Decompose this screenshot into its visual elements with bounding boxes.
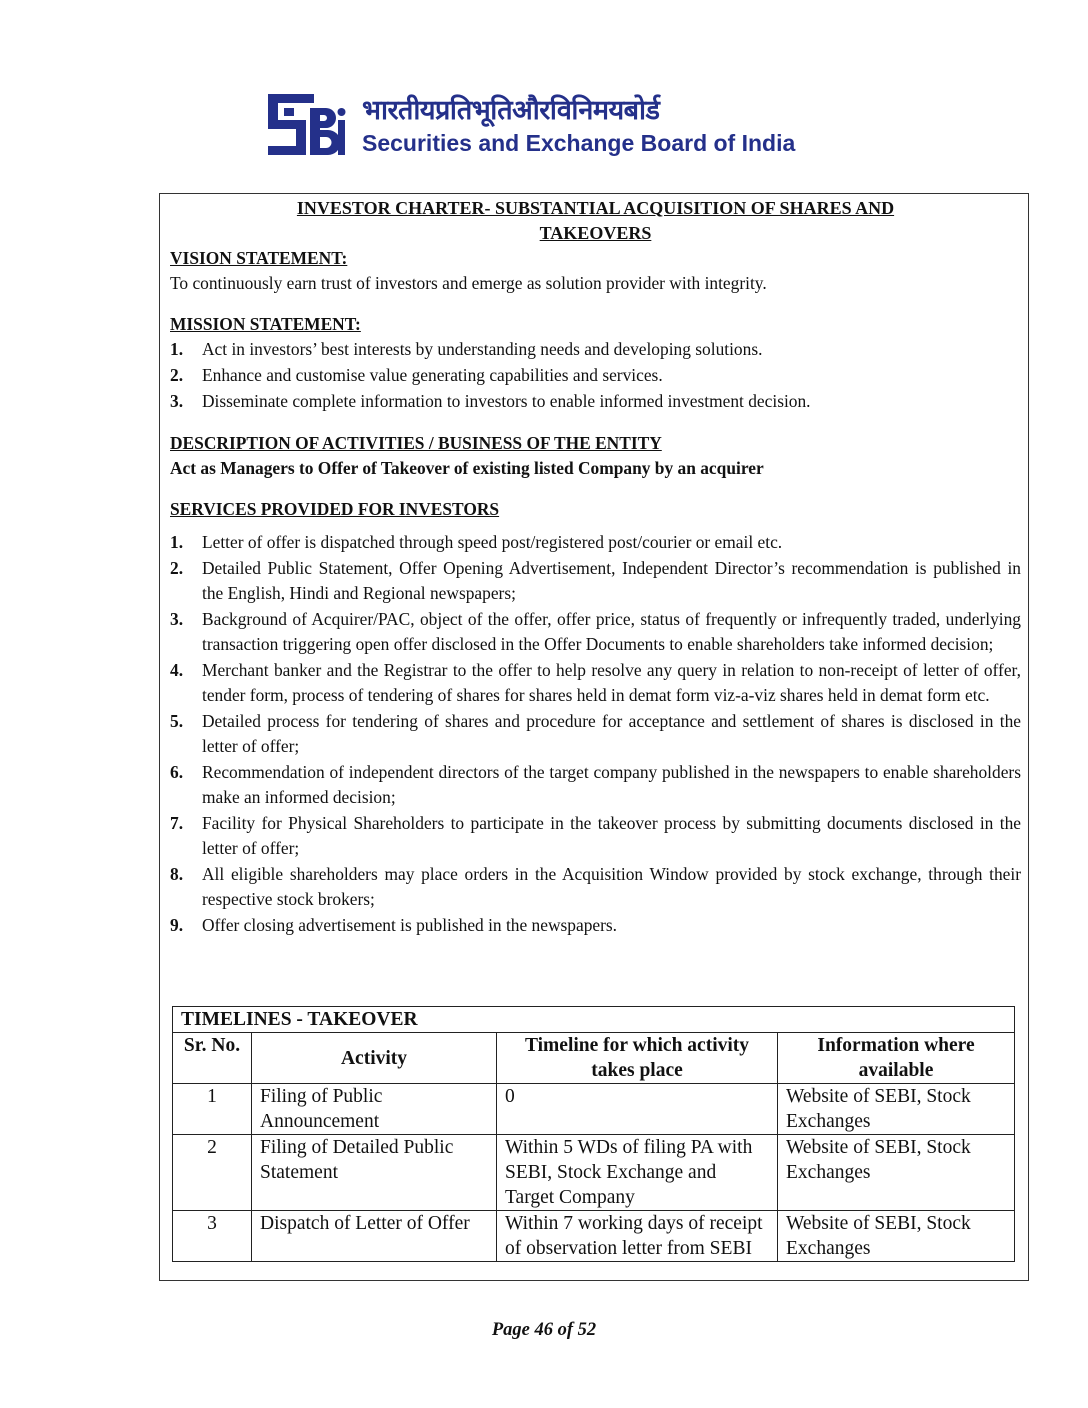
item-text: Detailed Public Statement, Offer Opening Advertisement, Independent Director’s recommendation is published in the English, Hindi and Regional newspapers; bbox=[202, 558, 1021, 603]
list-item bbox=[170, 530, 1021, 555]
item-text: Detailed process for tendering of shares and procedure for acceptance and settlement of shares is disclosed in the letter of offer; bbox=[202, 711, 1021, 756]
table-cell: Website of SEBI, Stock Exchanges bbox=[778, 1084, 1015, 1135]
table-cell: Website of SEBI, Stock Exchanges bbox=[778, 1211, 1015, 1262]
list-item bbox=[170, 658, 1021, 708]
list-item bbox=[170, 556, 1021, 606]
page-header bbox=[266, 90, 846, 162]
table-row bbox=[173, 1135, 1015, 1211]
item-text: Act in investors’ best interests by understanding needs and developing solutions. bbox=[202, 339, 763, 359]
item-number: 1. bbox=[170, 339, 184, 359]
item-text: Disseminate complete information to investors to enable informed investment decision. bbox=[202, 391, 811, 411]
table-cell: Within 5 WDs of filing PA with SEBI, Stock Exchange and Target Company bbox=[497, 1135, 778, 1211]
table-cell: Filing of Detailed Public Statement bbox=[252, 1135, 497, 1211]
column-header: Activity bbox=[252, 1033, 497, 1084]
item-number: 7. bbox=[170, 813, 184, 833]
table-row bbox=[173, 1084, 1015, 1135]
table-cell: 0 bbox=[497, 1084, 778, 1135]
mission-heading: MISSION STATEMENT: bbox=[170, 314, 361, 334]
table-header-row bbox=[173, 1033, 1015, 1084]
services-heading: SERVICES PROVIDED FOR INVESTORS bbox=[170, 499, 500, 519]
item-text: Enhance and customise value generating capabilities and services. bbox=[202, 365, 663, 385]
table-cell: Within 7 working days of receipt of observation letter from SEBI bbox=[497, 1211, 778, 1262]
services-list bbox=[170, 530, 1021, 938]
item-number: 4. bbox=[170, 660, 184, 680]
description-heading: DESCRIPTION OF ACTIVITIES / BUSINESS OF THE ENTITY bbox=[170, 433, 662, 453]
charter-frame bbox=[159, 193, 1029, 1281]
org-name-english: Securities and Exchange Board of India bbox=[362, 130, 796, 156]
list-item bbox=[170, 862, 1021, 912]
item-text: Recommendation of independent directors of the target company published in the newspapers to enable shareholders make an informed decision; bbox=[202, 762, 1021, 807]
list-item bbox=[170, 389, 1021, 414]
column-header: Timeline for which activity takes place bbox=[497, 1033, 778, 1084]
page-number: Page 46 of 52 bbox=[491, 1320, 597, 1340]
table-caption: TIMELINES - TAKEOVER bbox=[173, 1007, 1015, 1033]
sebi-logo-icon bbox=[266, 92, 348, 158]
vision-text: To continuously earn trust of investors and emerge as solution provider with integrity. bbox=[170, 273, 767, 293]
table-cell: 2 bbox=[173, 1135, 252, 1211]
table-caption-row bbox=[173, 1007, 1015, 1033]
item-number: 3. bbox=[170, 391, 184, 411]
list-item bbox=[170, 607, 1021, 657]
item-number: 2. bbox=[170, 558, 184, 578]
item-text: Offer closing advertisement is published in the newspapers. bbox=[202, 915, 618, 935]
item-number: 2. bbox=[170, 365, 184, 385]
item-text: Background of Acquirer/PAC, object of the offer, offer price, status of frequently or infrequently traded, underlying transaction triggering open offer disclosed in the Offer Documents to enable shareholders take informed decision; bbox=[202, 609, 1021, 654]
table-cell: 3 bbox=[173, 1211, 252, 1262]
list-item bbox=[170, 811, 1021, 861]
list-item bbox=[170, 760, 1021, 810]
mission-list bbox=[170, 337, 1021, 414]
table-cell: 1 bbox=[173, 1084, 252, 1135]
item-text: Letter of offer is dispatched through speed post/registered post/courier or email etc. bbox=[202, 532, 783, 552]
list-item bbox=[170, 363, 1021, 388]
column-header: Information where available bbox=[778, 1033, 1015, 1084]
table-cell: Website of SEBI, Stock Exchanges bbox=[778, 1135, 1015, 1211]
list-item bbox=[170, 337, 1021, 362]
item-number: 1. bbox=[170, 532, 184, 552]
org-name-hindi: भारतीयप्रतिभूतिऔरविनिमयबोर्ड bbox=[362, 95, 660, 126]
column-header: Sr. No. bbox=[173, 1033, 252, 1084]
item-number: 8. bbox=[170, 864, 184, 884]
item-number: 6. bbox=[170, 762, 184, 782]
vision-heading: VISION STATEMENT: bbox=[170, 248, 348, 268]
table-cell: Filing of Public Announcement bbox=[252, 1084, 497, 1135]
item-text: All eligible shareholders may place orders in the Acquisition Window provided by stock exchange, through their respective stock brokers; bbox=[202, 864, 1021, 909]
timelines-table bbox=[172, 1006, 1015, 1262]
table-cell: Dispatch of Letter of Offer bbox=[252, 1211, 497, 1262]
list-item bbox=[170, 709, 1021, 759]
charter-content bbox=[170, 196, 1021, 939]
item-number: 5. bbox=[170, 711, 184, 731]
page-title: INVESTOR CHARTER- SUBSTANTIAL ACQUISITION OF SHARES AND TAKEOVERS bbox=[296, 198, 895, 243]
item-text: Facility for Physical Shareholders to participate in the takeover process by submitting documents disclosed in the letter of offer; bbox=[202, 813, 1021, 858]
item-number: 9. bbox=[170, 915, 184, 935]
item-text: Merchant banker and the Registrar to the offer to help resolve any query in relation to non-receipt of letter of offer, tender form, process of tendering of shares for shares held in demat form viz-a-viz shares held in demat form etc. bbox=[202, 660, 1021, 705]
description-text: Act as Managers to Offer of Takeover of existing listed Company by an acquirer bbox=[170, 458, 764, 478]
table-row bbox=[173, 1211, 1015, 1262]
list-item bbox=[170, 913, 1021, 938]
item-number: 3. bbox=[170, 609, 184, 629]
